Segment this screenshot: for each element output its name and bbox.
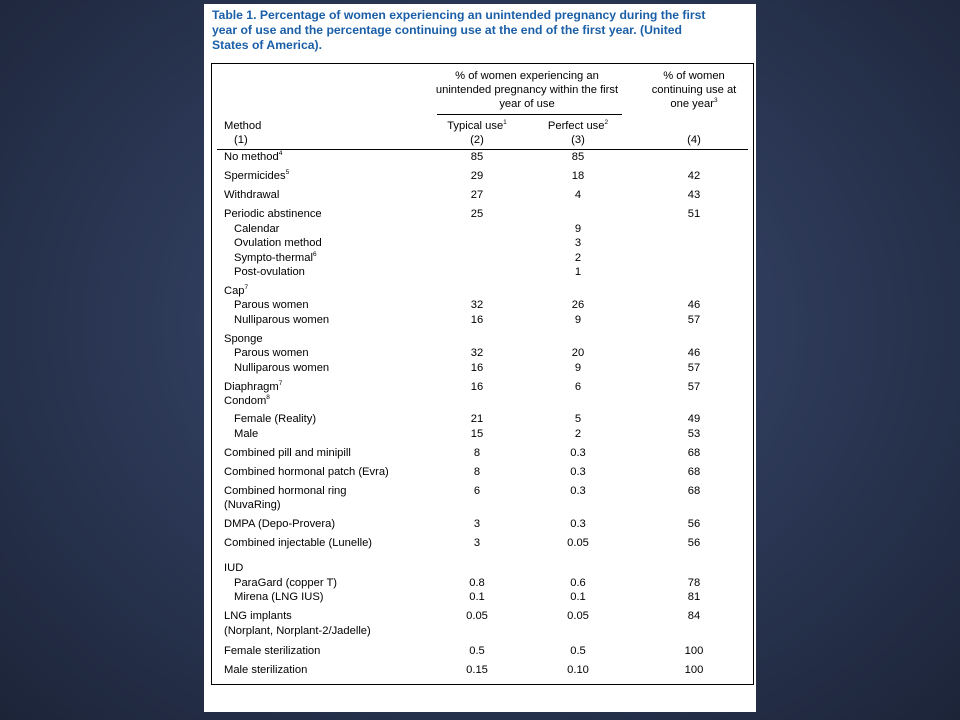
method-name: Combined injectable (Lunelle) (224, 537, 373, 549)
table-caption: Table 1. Percentage of women experiencing an unintended pregnancy during the first year of use and the percentage continuing use at the end of the first year. (United States of America). (212, 8, 706, 52)
perfect-use-cell: 18 (571, 170, 585, 182)
method-cell (224, 484, 347, 498)
method-cell (224, 361, 329, 375)
method-name: Female (Reality) (234, 413, 317, 425)
continuing-use-cell: 46 (687, 347, 701, 359)
typical-use-cell: 16 (470, 362, 484, 374)
continuing-use-cell: 53 (687, 428, 701, 440)
perfect-use-cell: 0.6 (570, 577, 586, 589)
perfect-use-cell: 85 (571, 151, 585, 163)
method-footnote: 5 (285, 169, 290, 176)
method-name: (Norplant, Norplant-2/Jadelle) (224, 625, 371, 637)
typical-use-cell: 16 (470, 381, 484, 393)
typical-use-footnote: 1 (503, 119, 507, 126)
typical-use-cell: 29 (470, 170, 484, 182)
continuing-use-cell: 42 (687, 170, 701, 182)
method-name: Post-ovulation (234, 266, 305, 278)
method-cell (224, 222, 279, 236)
method-cell (224, 332, 263, 346)
method-name: Diaphragm (224, 381, 279, 393)
perfect-col-number: (3) (571, 134, 585, 146)
group-header-underline (437, 114, 622, 115)
continuing-use-cell: 78 (687, 577, 701, 589)
continuing-use-cell: 46 (687, 299, 701, 311)
method-name: Combined hormonal ring (224, 485, 347, 497)
perfect-use-cell: 4 (574, 189, 582, 201)
typical-use-cell: 27 (470, 189, 484, 201)
perfect-use-cell: 6 (574, 381, 582, 393)
method-cell (224, 427, 258, 441)
continuing-use-cell: 100 (684, 664, 704, 676)
col4-header-label: % of women continuing use at one year (651, 70, 737, 110)
method-name: Combined hormonal patch (Evra) (224, 466, 389, 478)
method-cell (224, 298, 309, 312)
method-cell (224, 576, 337, 590)
perfect-use-cell: 2 (574, 252, 582, 264)
typical-use-cell: 0.15 (466, 664, 488, 676)
continuing-use-cell: 57 (687, 381, 701, 393)
method-cell (224, 188, 279, 202)
perfect-use-label: Perfect use (547, 120, 605, 132)
continuing-use-cell: 100 (684, 645, 704, 657)
method-footnote: 7 (244, 284, 249, 291)
perfect-use-cell: 5 (574, 413, 582, 425)
typical-use-cell: 32 (470, 347, 484, 359)
perfect-use-cell: 0.3 (570, 447, 586, 459)
method-name: Male sterilization (224, 664, 308, 676)
perfect-use-cell: 0.05 (567, 537, 589, 549)
perfect-use-cell: 20 (571, 347, 585, 359)
method-cell (224, 251, 317, 265)
method-name: Ovulation method (234, 237, 322, 249)
typical-use-cell: 8 (473, 466, 481, 478)
method-cell (224, 446, 351, 460)
typical-use-cell: 0.1 (469, 591, 485, 603)
method-cell (224, 517, 335, 531)
continuing-use-cell: 51 (687, 208, 701, 220)
perfect-use-cell: 3 (574, 237, 582, 249)
typical-use-cell: 6 (473, 485, 481, 497)
typical-use-label: Typical use (447, 120, 504, 132)
method-name: Cap (224, 285, 245, 297)
method-name: Condom (224, 395, 267, 407)
method-cell (224, 465, 389, 479)
perfect-use-cell: 26 (571, 299, 585, 311)
method-cell (224, 644, 320, 658)
perfect-use-cell: 0.5 (570, 645, 586, 657)
method-name: Calendar (234, 223, 280, 235)
method-cell (224, 169, 289, 183)
perfect-use-cell: 0.3 (570, 485, 586, 497)
method-name: ParaGard (copper T) (234, 577, 338, 589)
document-page (204, 4, 756, 712)
col4-header (649, 69, 739, 111)
method-name: Female sterilization (224, 645, 321, 657)
method-name: Male (234, 428, 259, 440)
col4-header-footnote: 3 (713, 97, 718, 104)
method-name: DMPA (Depo-Provera) (224, 518, 336, 530)
method-cell (224, 561, 243, 575)
typical-use-cell: 0.8 (469, 577, 485, 589)
typical-use-cell: 0.5 (469, 645, 485, 657)
method-footnote: 8 (266, 394, 270, 401)
continuing-use-cell: 68 (687, 447, 701, 459)
method-header: Method (224, 120, 262, 132)
method-cell (224, 394, 270, 408)
typical-use-cell: 3 (473, 537, 481, 549)
continuing-use-cell: 43 (687, 189, 701, 201)
method-cell (224, 150, 282, 164)
method-name: LNG implants (224, 610, 292, 622)
typical-use-cell: 32 (470, 299, 484, 311)
continuing-use-cell: 84 (687, 610, 701, 622)
typical-use-cell: 85 (470, 151, 484, 163)
method-cell (224, 265, 305, 279)
method-cell (224, 590, 324, 604)
continuing-use-cell: 57 (687, 362, 701, 374)
perfect-use-cell: 0.3 (570, 518, 586, 530)
typical-use-cell: 15 (470, 428, 484, 440)
method-cell (224, 624, 371, 638)
typical-use-cell: 25 (470, 208, 484, 220)
typical-col-number: (2) (470, 134, 484, 146)
continuing-use-cell: 68 (687, 466, 701, 478)
perfect-use-cell: 9 (574, 223, 582, 235)
perfect-use-cell: 0.3 (570, 466, 586, 478)
perfect-use-cell: 9 (574, 362, 582, 374)
method-col-number: (1) (234, 134, 248, 146)
method-cell (224, 498, 281, 512)
method-name: Withdrawal (224, 189, 280, 201)
typical-use-cell: 3 (473, 518, 481, 530)
contraception-table (211, 63, 754, 685)
method-name: Sympto-thermal (234, 252, 313, 264)
method-name: Mirena (LNG IUS) (234, 591, 324, 603)
method-cell (224, 313, 329, 327)
typical-use-cell: 8 (473, 447, 481, 459)
continuing-use-cell: 56 (687, 518, 701, 530)
method-name: Parous women (234, 347, 309, 359)
perfect-use-cell: 0.10 (567, 664, 589, 676)
method-name: (NuvaRing) (224, 499, 281, 511)
group-header: % of women experiencing an unintended pregnancy within the first year of use (435, 70, 619, 110)
method-name: IUD (224, 562, 244, 574)
method-cell (224, 412, 316, 426)
method-name: Parous women (234, 299, 309, 311)
continuing-use-cell: 56 (687, 537, 701, 549)
typical-use-header (437, 119, 517, 133)
continuing-use-cell: 68 (687, 485, 701, 497)
perfect-use-footnote: 2 (604, 119, 609, 126)
method-name: No method (224, 151, 279, 163)
method-footnote: 4 (278, 150, 283, 157)
method-cell (224, 236, 322, 250)
perfect-use-cell: 1 (574, 266, 582, 278)
method-name: Combined pill and minipill (224, 447, 351, 459)
method-cell (224, 609, 292, 623)
method-name: Nulliparous women (234, 362, 330, 374)
method-cell (224, 284, 248, 298)
method-name: Sponge (224, 333, 263, 345)
method-name: Spermicides (224, 170, 286, 182)
method-cell (224, 536, 372, 550)
continuing-use-cell: 49 (687, 413, 701, 425)
method-footnote: 6 (312, 251, 317, 258)
method-cell (224, 346, 309, 360)
method-cell (224, 663, 307, 677)
continuing-use-cell: 57 (687, 314, 701, 326)
method-footnote: 7 (278, 380, 283, 387)
continuing-col-number: (4) (687, 134, 701, 146)
method-name: Nulliparous women (234, 314, 330, 326)
typical-use-cell: 16 (470, 314, 484, 326)
method-name: Periodic abstinence (224, 208, 322, 220)
perfect-use-cell: 0.05 (567, 610, 589, 622)
perfect-use-header (538, 119, 618, 133)
continuing-use-cell: 81 (687, 591, 701, 603)
method-cell (224, 380, 282, 394)
typical-use-cell: 0.05 (466, 610, 488, 622)
perfect-use-cell: 9 (574, 314, 582, 326)
typical-use-cell: 21 (470, 413, 484, 425)
perfect-use-cell: 2 (574, 428, 582, 440)
method-cell (224, 207, 322, 221)
perfect-use-cell: 0.1 (570, 591, 586, 603)
